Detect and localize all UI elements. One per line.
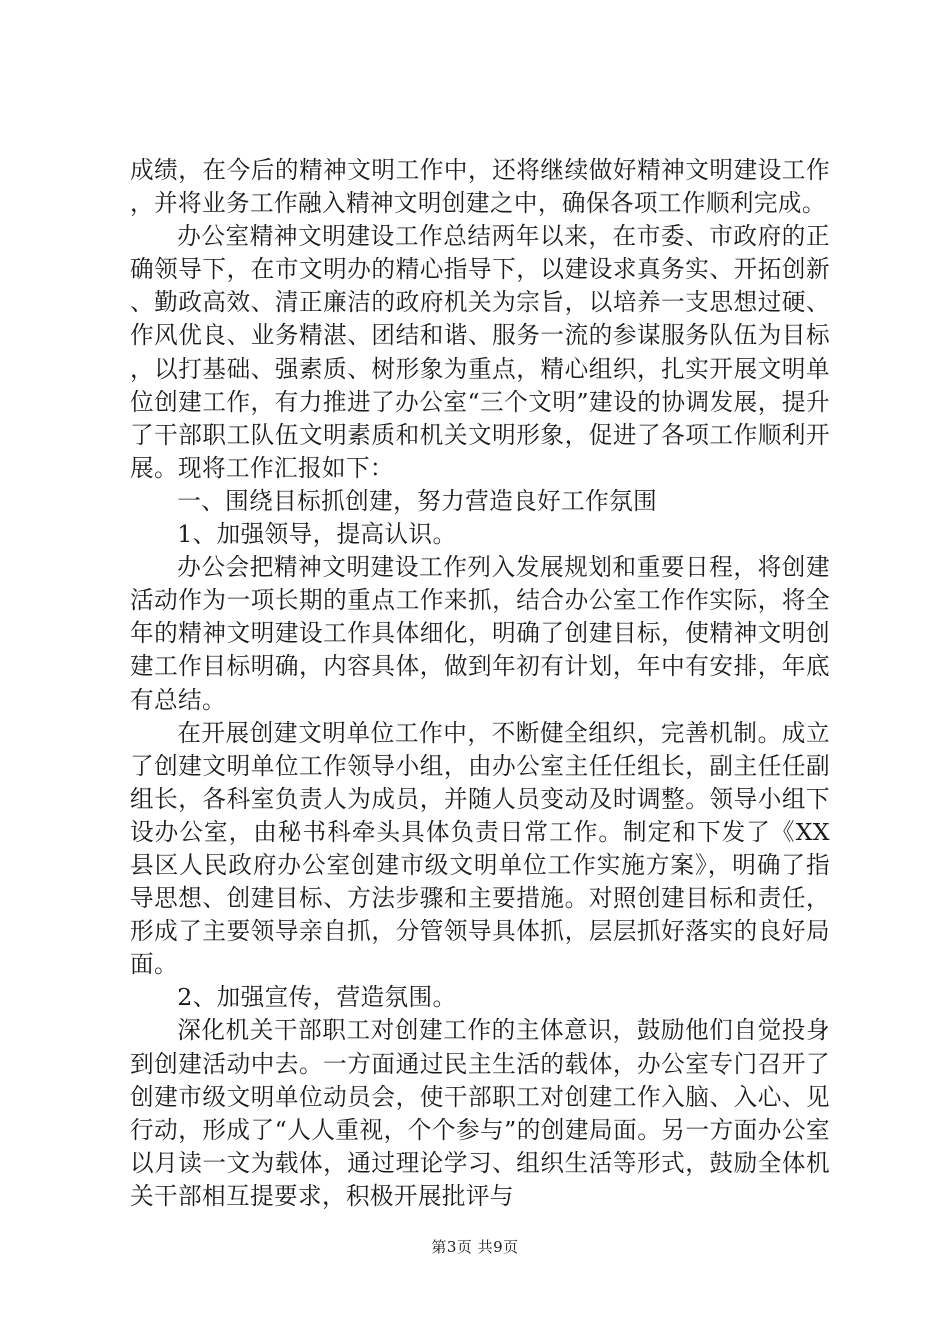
- paragraph-5: 深化机关干部职工对创建工作的主体意识，鼓励他们自觉投身到创建活动中去。一方面通过民主生活的载体，办公室专门召开了创建市级文明单位动员会，使干部职工对创建工作入脑、入心、见行动，形成了“人人重视，个个参与”的创建局面。另一方面办公室以月读一文为载体，通过理论学习、组织生活等形式，鼓励全体机关干部相互提要求，积极开展批评与: [130, 1016, 830, 1210]
- paragraph-2: 办公室精神文明建设工作总结两年以来，在市委、市政府的正确领导下，在市文明办的精心指导下，以建设求真务实、开拓创新、勤政高效、清正廉洁的政府机关为宗旨，以培养一支思想过硬、作风优良、业务精湛、团结和谐、服务一流的参谋服务队伍为目标，以打基础、强素质、树形象为重点，精心组织，扎实开展文明单位创建工作，有力推进了办公室“三个文明”建设的协调发展，提升了干部职工队伍文明素质和机关文明形象，促进了各项工作顺利开展。现将工作汇报如下：: [130, 222, 830, 482]
- page-footer: [0, 1237, 950, 1257]
- subheading-2: 2、加强宣传，营造氛围。: [177, 983, 457, 1012]
- paragraph-3: 办公会把精神文明建设工作列入发展规划和重要日程，将创建活动作为一项长期的重点工作来抓，结合办公室工作作实际，将全年的精神文明建设工作具体细化，明确了创建目标，使精神文明创建工作目标明确，内容具体，做到年初有计划，年中有安排，年底有总结。: [130, 553, 830, 714]
- paragraph-1: 成绩，在今后的精神文明工作中，还将继续做好精神文明建设工作，并将业务工作融入精神文明创建之中，确保各项工作顺利完成。: [130, 156, 830, 218]
- section-heading-1: 一、围绕目标抓创建，努力营造良好工作氛围: [177, 486, 658, 515]
- document-body: [130, 154, 830, 1213]
- page-number: 第3页 共9页: [431, 1238, 519, 1256]
- subheading-1: 1、加强领导，提高认识。: [177, 520, 457, 549]
- paragraph-4: 在开展创建文明单位工作中，不断健全组织，完善机制。成立了创建文明单位工作领导小组，由办公室主任任组长，副主任任副组长，各科室负责人为成员，并随人员变动及时调整。领导小组下设办公室，由秘书科牵头具体负责日常工作。制定和下发了《XX县区人民政府办公室创建市级文明单位工作实施方案》，明确了指导思想、创建目标、方法步骤和主要措施。对照创建目标和责任，形成了主要领导亲自抓，分管领导具体抓，层层抓好落实的良好局面。: [130, 718, 830, 979]
